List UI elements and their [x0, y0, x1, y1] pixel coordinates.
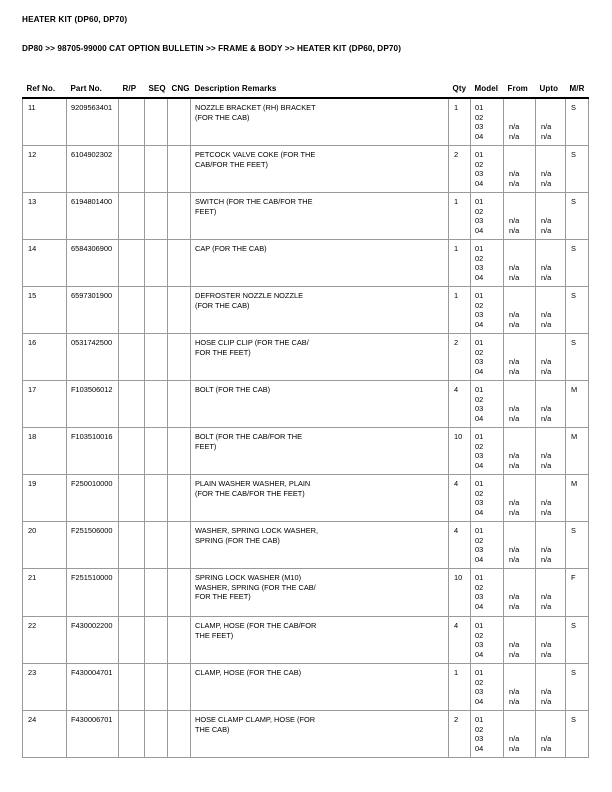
description-line: WASHER, SPRING LOCK WASHER, [195, 526, 319, 535]
cell-part-no: F430006701 [67, 711, 119, 758]
cell-ref-no: 20 [23, 522, 67, 569]
cell-from: n/a n/a [504, 522, 536, 569]
cell-mr: M [566, 475, 589, 522]
column-header-upto: Upto [536, 84, 566, 98]
cell-cng [168, 98, 191, 146]
description-line: CAB/FOR THE FEET) [195, 159, 268, 169]
cell-cng [168, 146, 191, 193]
cell-ref-no: 21 [23, 569, 67, 617]
cell-cng [168, 569, 191, 617]
cell-description [191, 334, 449, 381]
table-row [23, 334, 589, 381]
cell-ref-no: 14 [23, 240, 67, 287]
cell-cng [168, 711, 191, 758]
description-line: THE FEET) [195, 630, 234, 640]
description-line: WASHER, SPRING (FOR THE CAB/ [195, 582, 316, 592]
cell-model: 01 02 03 04 [471, 98, 504, 146]
cell-seq [145, 664, 168, 711]
cell-qty: 2 [449, 146, 471, 193]
table-row [23, 664, 589, 711]
cell-qty: 4 [449, 475, 471, 522]
description-line: SWITCH (FOR THE CAB/FOR THE [195, 197, 313, 206]
table-row [23, 569, 589, 617]
table-row [23, 98, 589, 146]
cell-ref-no: 22 [23, 617, 67, 664]
description-line: (FOR THE CAB/FOR THE FEET) [195, 488, 305, 498]
cell-qty: 1 [449, 193, 471, 240]
cell-ref-no: 24 [23, 711, 67, 758]
cell-description [191, 287, 449, 334]
cell-part-no: F430002200 [67, 617, 119, 664]
description-line: SPRING (FOR THE CAB) [195, 535, 280, 545]
cell-upto: n/a n/a [536, 381, 566, 428]
table-row [23, 287, 589, 334]
cell-upto: n/a n/a [536, 98, 566, 146]
cell-seq [145, 98, 168, 146]
cell-part-no: 0531742500 [67, 334, 119, 381]
cell-mr: S [566, 334, 589, 381]
cell-mr: S [566, 98, 589, 146]
cell-mr: S [566, 193, 589, 240]
cell-rp [119, 98, 145, 146]
cell-cng [168, 617, 191, 664]
cell-upto: n/a n/a [536, 287, 566, 334]
cell-mr: S [566, 711, 589, 758]
parts-table-container [22, 84, 588, 758]
table-row [23, 381, 589, 428]
cell-part-no: 6597301900 [67, 287, 119, 334]
cell-part-no: F103506012 [67, 381, 119, 428]
column-header-description-remarks: Description Remarks [191, 84, 449, 98]
cell-cng [168, 287, 191, 334]
cell-seq [145, 381, 168, 428]
cell-qty: 4 [449, 522, 471, 569]
cell-part-no: 6104902302 [67, 146, 119, 193]
cell-seq [145, 193, 168, 240]
cell-part-no: 6194801400 [67, 193, 119, 240]
cell-upto: n/a n/a [536, 475, 566, 522]
cell-description [191, 569, 449, 617]
cell-upto: n/a n/a [536, 334, 566, 381]
cell-rp [119, 475, 145, 522]
cell-rp [119, 146, 145, 193]
cell-rp [119, 193, 145, 240]
cell-ref-no: 13 [23, 193, 67, 240]
cell-mr: S [566, 664, 589, 711]
cell-model: 01 02 03 04 [471, 240, 504, 287]
cell-ref-no: 16 [23, 334, 67, 381]
cell-upto: n/a n/a [536, 428, 566, 475]
cell-seq [145, 287, 168, 334]
cell-model: 01 02 03 04 [471, 193, 504, 240]
description-line: BOLT (FOR THE CAB) [195, 385, 271, 394]
cell-part-no: 9209563401 [67, 98, 119, 146]
cell-qty: 2 [449, 334, 471, 381]
cell-from: n/a n/a [504, 381, 536, 428]
column-header-mr: M/R [566, 84, 589, 98]
cell-mr: F [566, 569, 589, 617]
cell-cng [168, 428, 191, 475]
cell-upto: n/a n/a [536, 617, 566, 664]
cell-mr: S [566, 146, 589, 193]
cell-part-no: F430004701 [67, 664, 119, 711]
cell-ref-no: 19 [23, 475, 67, 522]
cell-ref-no: 23 [23, 664, 67, 711]
cell-cng [168, 522, 191, 569]
page-title: HEATER KIT (DP60, DP70) [22, 15, 128, 24]
description-line: BOLT (FOR THE CAB/FOR THE [195, 432, 303, 441]
description-line: FEET) [195, 206, 217, 216]
cell-qty: 1 [449, 240, 471, 287]
cell-qty: 4 [449, 381, 471, 428]
table-row [23, 193, 589, 240]
cell-model: 01 02 03 04 [471, 146, 504, 193]
cell-upto: n/a n/a [536, 240, 566, 287]
cell-seq [145, 617, 168, 664]
cell-model: 01 02 03 04 [471, 381, 504, 428]
cell-description [191, 98, 449, 146]
cell-description [191, 617, 449, 664]
cell-upto: n/a n/a [536, 569, 566, 617]
description-line: FOR THE FEET) [195, 347, 251, 357]
cell-cng [168, 334, 191, 381]
cell-rp [119, 617, 145, 664]
cell-model: 01 02 03 04 [471, 334, 504, 381]
cell-qty: 1 [449, 98, 471, 146]
cell-from: n/a n/a [504, 334, 536, 381]
cell-rp [119, 334, 145, 381]
cell-upto: n/a n/a [536, 522, 566, 569]
cell-from: n/a n/a [504, 569, 536, 617]
cell-cng [168, 475, 191, 522]
cell-rp [119, 381, 145, 428]
description-line: NOZZLE BRACKET (RH) BRACKET [195, 103, 316, 112]
cell-description [191, 146, 449, 193]
cell-ref-no: 12 [23, 146, 67, 193]
table-header [23, 84, 589, 98]
description-line: FOR THE FEET) [195, 592, 251, 602]
cell-seq [145, 334, 168, 381]
table-row [23, 240, 589, 287]
cell-cng [168, 240, 191, 287]
description-line: SPRING LOCK WASHER (M10) [195, 573, 302, 582]
cell-ref-no: 15 [23, 287, 67, 334]
table-row [23, 711, 589, 758]
cell-seq [145, 146, 168, 193]
cell-from: n/a n/a [504, 428, 536, 475]
table-body [23, 98, 589, 758]
cell-from: n/a n/a [504, 240, 536, 287]
cell-rp [119, 287, 145, 334]
description-line: THE CAB) [195, 724, 230, 734]
cell-part-no: 6584306900 [67, 240, 119, 287]
cell-description [191, 381, 449, 428]
cell-part-no: F251510000 [67, 569, 119, 617]
cell-seq [145, 569, 168, 617]
cell-upto: n/a n/a [536, 664, 566, 711]
description-line: CLAMP, HOSE (FOR THE CAB/FOR [195, 621, 317, 630]
column-header-from: From [504, 84, 536, 98]
cell-ref-no: 17 [23, 381, 67, 428]
cell-rp [119, 711, 145, 758]
cell-qty: 2 [449, 711, 471, 758]
column-header-part-no: Part No. [67, 84, 119, 98]
cell-qty: 4 [449, 617, 471, 664]
description-line: CAP (FOR THE CAB) [195, 244, 267, 253]
cell-rp [119, 428, 145, 475]
cell-model: 01 02 03 04 [471, 522, 504, 569]
cell-qty: 10 [449, 569, 471, 617]
cell-description [191, 475, 449, 522]
table-row [23, 146, 589, 193]
description-line: CLAMP, HOSE (FOR THE CAB) [195, 668, 302, 677]
cell-description [191, 522, 449, 569]
cell-from: n/a n/a [504, 146, 536, 193]
cell-rp [119, 664, 145, 711]
cell-rp [119, 240, 145, 287]
cell-model: 01 02 03 04 [471, 428, 504, 475]
cell-rp [119, 569, 145, 617]
cell-cng [168, 664, 191, 711]
cell-seq [145, 475, 168, 522]
description-line: HOSE CLIP CLIP (FOR THE CAB/ [195, 338, 309, 347]
cell-seq [145, 522, 168, 569]
cell-cng [168, 193, 191, 240]
table-row [23, 617, 589, 664]
column-header-cng: CNG [168, 84, 191, 98]
column-header-model: Model [471, 84, 504, 98]
title-block [22, 14, 582, 54]
cell-mr: M [566, 428, 589, 475]
cell-mr: S [566, 287, 589, 334]
cell-from: n/a n/a [504, 193, 536, 240]
description-line: HOSE CLAMP CLAMP, HOSE (FOR [195, 715, 316, 724]
breadcrumb: DP80 >> 98705-99000 CAT OPTION BULLETIN >> FRAME & BODY >> HEATER KIT (DP60, DP70) [22, 44, 402, 53]
cell-description [191, 428, 449, 475]
cell-seq [145, 711, 168, 758]
table-row [23, 428, 589, 475]
cell-description [191, 240, 449, 287]
cell-description [191, 711, 449, 758]
description-line: PLAIN WASHER WASHER, PLAIN [195, 479, 311, 488]
cell-mr: M [566, 381, 589, 428]
cell-qty: 1 [449, 287, 471, 334]
cell-model: 01 02 03 04 [471, 569, 504, 617]
column-header-seq: SEQ [145, 84, 168, 98]
column-header-rp: R/P [119, 84, 145, 98]
cell-part-no: F251506000 [67, 522, 119, 569]
cell-upto: n/a n/a [536, 711, 566, 758]
cell-model: 01 02 03 04 [471, 711, 504, 758]
cell-upto: n/a n/a [536, 146, 566, 193]
cell-model: 01 02 03 04 [471, 664, 504, 711]
cell-mr: S [566, 240, 589, 287]
cell-model: 01 02 03 04 [471, 287, 504, 334]
cell-ref-no: 18 [23, 428, 67, 475]
description-line: FEET) [195, 441, 217, 451]
cell-ref-no: 11 [23, 98, 67, 146]
cell-model: 01 02 03 04 [471, 475, 504, 522]
cell-qty: 10 [449, 428, 471, 475]
cell-from: n/a n/a [504, 664, 536, 711]
cell-part-no: F250010000 [67, 475, 119, 522]
cell-seq [145, 240, 168, 287]
cell-description [191, 193, 449, 240]
cell-model: 01 02 03 04 [471, 617, 504, 664]
cell-mr: S [566, 617, 589, 664]
cell-from: n/a n/a [504, 617, 536, 664]
cell-description [191, 664, 449, 711]
description-line: PETCOCK VALVE COKE (FOR THE [195, 150, 316, 159]
cell-rp [119, 522, 145, 569]
column-header-qty: Qty [449, 84, 471, 98]
cell-seq [145, 428, 168, 475]
cell-upto: n/a n/a [536, 193, 566, 240]
table-row [23, 522, 589, 569]
cell-from: n/a n/a [504, 475, 536, 522]
cell-mr: S [566, 522, 589, 569]
cell-cng [168, 381, 191, 428]
parts-table [22, 84, 589, 758]
table-row [23, 475, 589, 522]
cell-qty: 1 [449, 664, 471, 711]
description-line: DEFROSTER NOZZLE NOZZLE [195, 291, 303, 300]
column-header-ref-no: Ref No. [23, 84, 67, 98]
cell-from: n/a n/a [504, 287, 536, 334]
cell-from: n/a n/a [504, 98, 536, 146]
description-line: (FOR THE CAB) [195, 112, 250, 122]
cell-from: n/a n/a [504, 711, 536, 758]
cell-part-no: F103510016 [67, 428, 119, 475]
description-line: (FOR THE CAB) [195, 300, 250, 310]
